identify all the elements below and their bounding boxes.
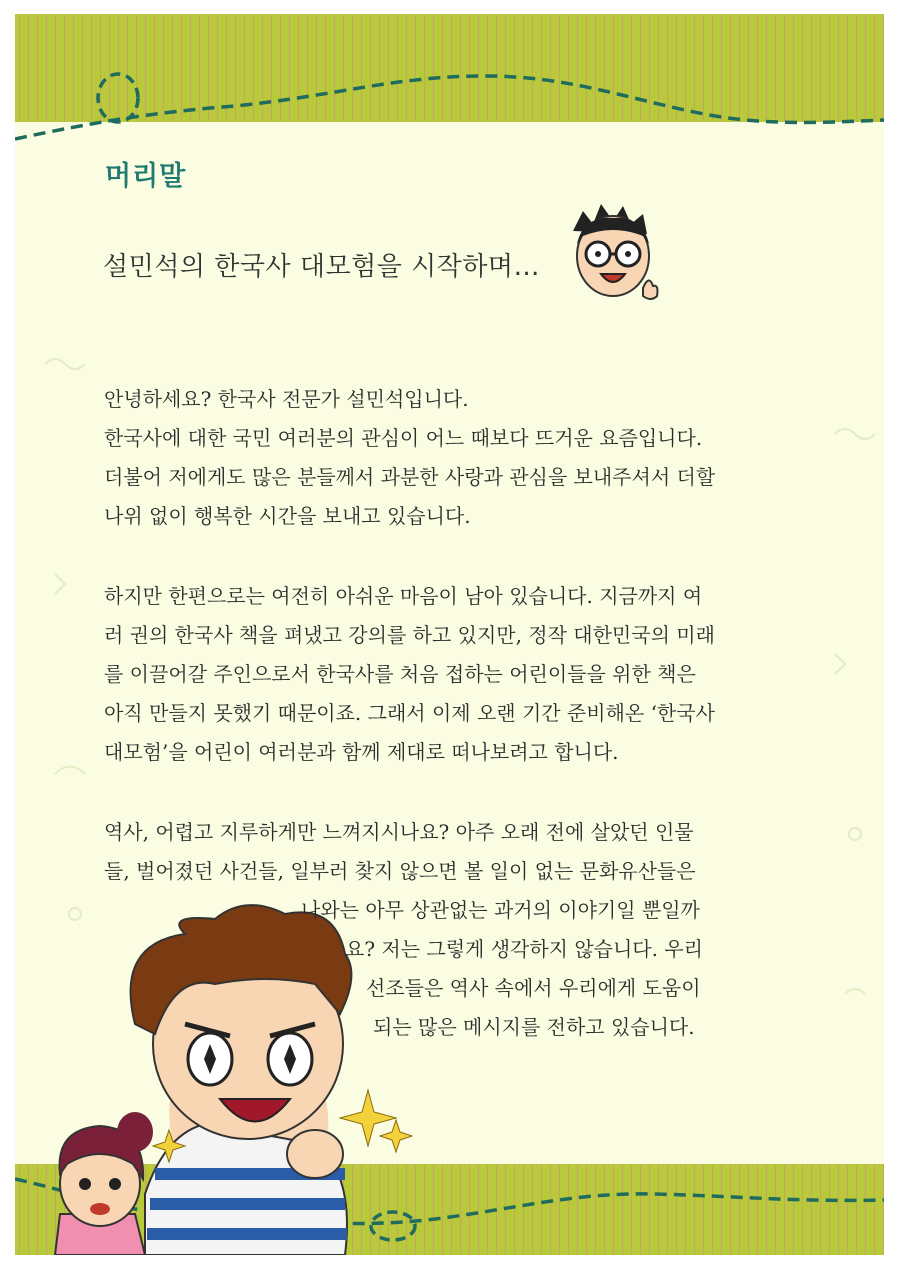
paragraph-2-line-3: 를 이끌어갈 주인으로서 한국사를 처음 접하는 어린이들을 위한 책은	[104, 662, 696, 686]
top-dashed-loop	[98, 74, 138, 122]
paragraph-3-line-4: 요? 저는 그렇게 생각하지 않습니다. 우리	[345, 937, 703, 961]
page	[15, 14, 884, 1255]
paragraph-3-line-5: 선조들은 역사 속에서 우리에게 도움이	[366, 976, 701, 1000]
paragraph-2-line-5: 대모험’을 어린이 여러분과 함께 제대로 떠나보려고 합니다.	[104, 740, 619, 764]
paragraph-3-line-2: 들, 벌어졌던 사건들, 일부러 찾지 않으면 볼 일이 없는 문화유산들은	[104, 859, 696, 883]
paragraph-3-line-1: 역사, 어렵고 지루하게만 느껴지시나요? 아주 오래 전에 살았던 인물	[104, 820, 694, 844]
boy-character	[131, 905, 352, 1255]
paragraph-2-line-1: 하지만 한편으로는 여전히 아쉬운 마음이 남아 있습니다. 지금까지 여	[104, 584, 703, 608]
page-title: 머리말	[105, 161, 187, 192]
girl-character	[55, 1112, 153, 1255]
paragraph-1-line-4: 나위 없이 행복한 시간을 보내고 있습니다.	[104, 504, 471, 528]
author-caricature	[573, 204, 658, 299]
paragraph-3-line-3: 나와는 아무 상관없는 과거의 이야기일 뿐일까	[301, 898, 700, 922]
paragraph-1-line-1: 안녕하세요? 한국사 전문가 설민석입니다.	[104, 387, 469, 411]
paragraph-1-line-2: 한국사에 대한 국민 여러분의 관심이 어느 때보다 뜨거운 요즘입니다.	[104, 426, 703, 450]
subtitle: 설민석의 한국사 대모험을 시작하며…	[103, 252, 541, 282]
paragraph-1-line-3: 더불어 저에게도 많은 분들께서 과분한 사랑과 관심을 보내주셔서 더할	[104, 465, 716, 489]
paragraph-2-line-2: 러 권의 한국사 책을 펴냈고 강의를 하고 있지만, 정작 대한민국의 미래	[104, 623, 715, 647]
paragraph-3-line-6: 되는 많은 메시지를 전하고 있습니다.	[373, 1015, 695, 1039]
top-dashed-border	[15, 76, 884, 139]
bottom-dashed-loop	[371, 1212, 415, 1240]
paragraph-2-line-4: 아직 만들지 못했기 때문이죠. 그래서 이제 오랜 기간 준비해온 ‘한국사	[104, 701, 715, 725]
